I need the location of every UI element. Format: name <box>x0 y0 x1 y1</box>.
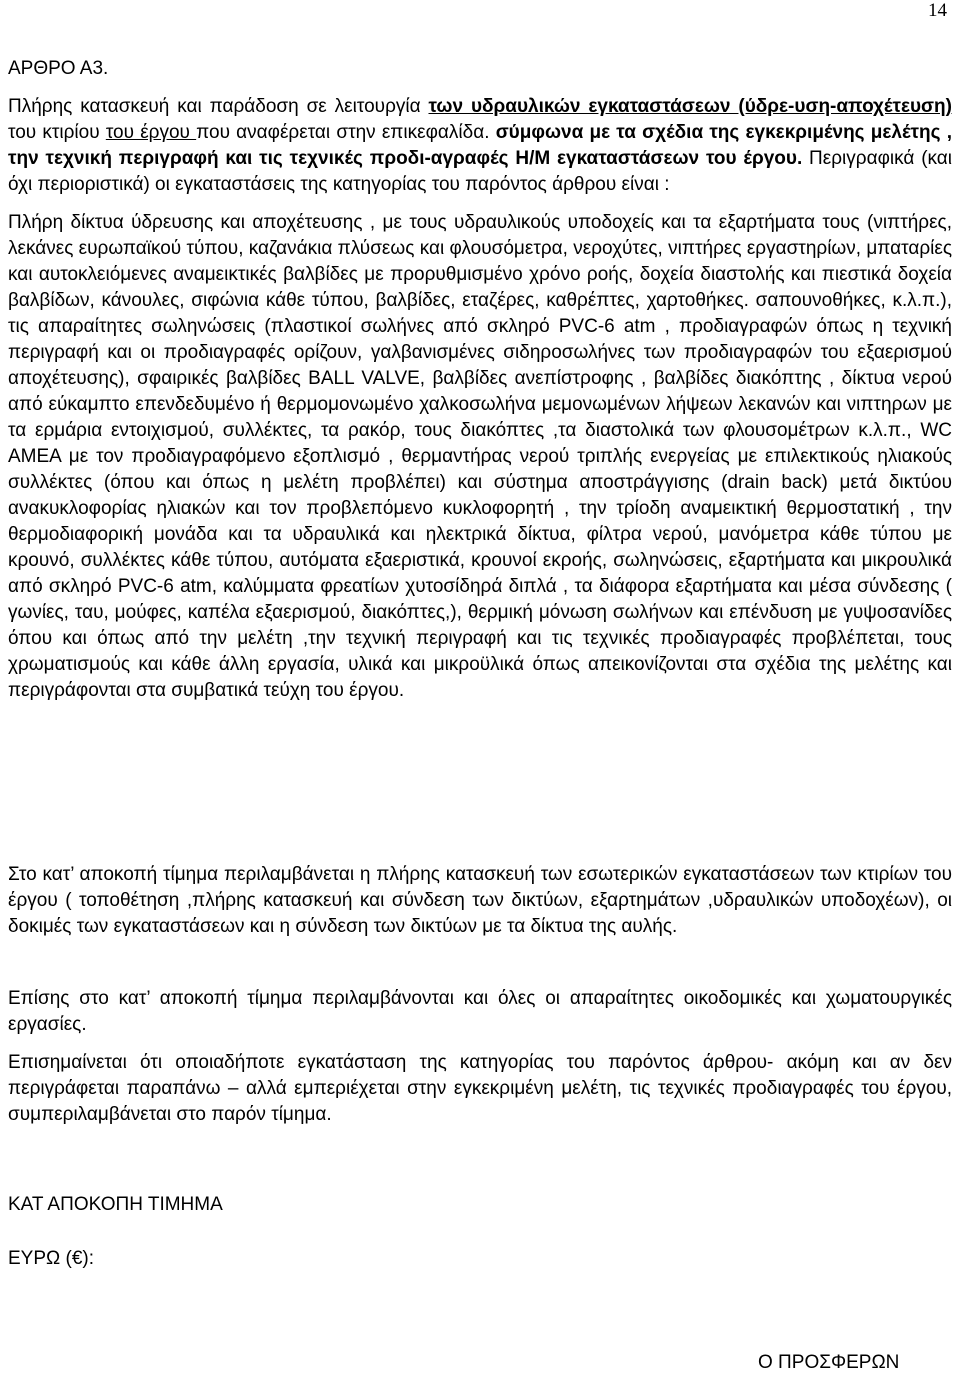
scope-text-project: του έργου <box>105 122 197 143</box>
lump-sum-label: ΚΑΤ ΑΠΟΚΟΠΗ ΤΙΜΗΜΑ <box>8 1194 223 1215</box>
scope-text-1: Πλήρης κατασκευή και παράδοση σε λειτουργία <box>8 96 429 117</box>
scope-text-4: Περιγραφικά (και όχι περιοριστικά) οι εγκαταστάσεις της κατηγορίας του παρόντος άρθρου είναι : <box>8 148 952 195</box>
scope-text-2: του κτιρίου <box>8 122 106 143</box>
paragraph-networks: Πλήρη δίκτυα ύδρευσης και αποχέτευσης , με τους υδραυλικούς υποδοχείς και τα εξαρτήματα τους (νιπτήρες, λεκάνες ευρωπαϊκού τύπου, καζανάκια πλύσεως και φλουσόμετρα, νεροχύτες, νιπτήρες εργαστηρίων, μπαταρίες και αυτοκλειόμενες αναμεικτικές βαλβίδες με προρυθμισμένο χρόνο ροής, δοχεία διαστολής και πιεστικά δοχεία βαλβίδων, κάνουλες, σιφώνια κάθε τύπου, βαλβίδες, εταζέρες, καθρέπτες, χαρτοθήκες. σαπουνοθήκες, κ.λ.π.), τις απαραίτητες σωληνώσεις (πλαστικοί σωλήνες από σκληρό PVC-6 atm , προδιαγραφών όπως η τεχνική περιγραφή και οι προδιαγραφές ορίζουν, γαλβανισμένες σιδηροσωλήνες των προδιαγραφών του εξαερισμού αποχέτευσης), σφαιρικές βαλβίδες BALL VALVE, βαλβίδες ανεπίστροφης , βαλβίδες διακόπτης , δίκτυα νερού από εύκαμπτο επενδεδυμένο ή θερμομονωμένο χαλκοσωλήνα μεμονωμένων λήψεων λεκανών και νιπτηρων με τα ερμάρια εντοιχισμού, συλλέκτες, τα ρακόρ, τους διακόπτες ,τα διαστολικά των φλουσομέτρων κ.λ.π., WC ΑΜΕΑ με τον προδιαγραφόμενο εξοπλισμό , θερμαντήρας νερού τριπλής ενεργείας με επιλεκτικούς ηλιακούς συλλέκτες (όπου και όπως η μελέτη προβλέπει) και σύστημα αποστράγγισης (drain back) μετά δικτύου ανακυκλοφορίας ηλιακών και τον προβλεπόμενο κυκλοφορητή , την τρίοδη αναμεικτική θερμοστατική , την θερμοδιαφορική μονάδα και τα υδραυλικά και ηλεκτρικά δίκτυα, φίλτρα νερού, μανόμετρα κάθε τύπου με κρουνό, συλλέκτες κάθε τύπου, αυτόματα εξαεριστικά, κρουνοί εκροής, σωληνώσεις, εξαρτήματα και μικρουλικά από σκληρό PVC-6 atm, καλύμματα φρεατίων χυτοσίδηρά διπλά , τα διάφορα εξαρτήματα και μέσα σύνδεσης ( γωνίες, ταυ, μούφες, καπέλα εξαερισμού, διακόπτες,), θερμική μόνωση σωλήνων και επένδυση με γυψοσανίδες όπου και όπως από την μελέτη ,την τεχνική περιγραφή και τις τεχνικές προδιαγραφές προβλέπεται, τους χρωματισμούς και κάθε άλλη εργασία, υλικά και μικροϋλικά όπως απεικονίζονται στα σχέδια της μελέτης και περιγράφονται στα συμβατικά τεύχη του έργου. <box>8 212 952 701</box>
article-heading: ΑΡΘΡΟ Α3. <box>8 58 109 79</box>
bidder-label: Ο ΠΡΟΣΦΕΡΩΝ <box>758 1352 900 1373</box>
paragraph-lump-sum: Στο κατ’ αποκοπή τίμημα περιλαμβάνεται η πλήρης κατασκευή των εσωτερικών εγκαταστάσεων των κτιρίων του έργου ( τοποθέτηση ,πλήρης κατασκευή και σύνδεση των δικτύων, εξαρτημάτων ,υδραυλικών υποδοχέων), οι δοκιμές των εγκαταστάσεων και η σύνδεση των δικτύων με τα δίκτυα της αυλής. <box>8 864 952 937</box>
scope-text-according: σύμφωνα με τα σχέδια της εγκεκριμένης μελέτης , την τεχνική περιγραφή και τις τεχνικές προδι-αγραφές Η/Μ εγκαταστάσεων του έργου. <box>8 122 952 169</box>
euro-label: ΕΥΡΩ (€): <box>8 1248 95 1269</box>
paragraph-scope <box>8 94 952 198</box>
scope-text-hydraulic: των υδραυλικών εγκαταστάσεων (ύδρε-υση-αποχέτευση) <box>428 96 952 117</box>
scope-text-3: που αναφέρεται στην επικεφαλίδα. <box>196 122 496 143</box>
page-number: 14 <box>928 0 947 21</box>
paragraph-earthworks: Επίσης στο κατ’ αποκοπή τίμημα περιλαμβάνονται και όλες οι απαραίτητες οικοδομικές και χωματουργικές εργασίες. <box>8 988 952 1035</box>
paragraph-note: Επισημαίνεται ότι οποιαδήποτε εγκατάσταση της κατηγορίας του παρόντος άρθρου- ακόμη και αν δεν περιγράφεται παραπάνω – αλλά εμπεριέχεται στην εγκεκριμένη μελέτη, τις τεχνικές προδιαγραφές του έργου, συμπεριλαμβάνεται στο παρόν τίμημα. <box>8 1052 952 1125</box>
